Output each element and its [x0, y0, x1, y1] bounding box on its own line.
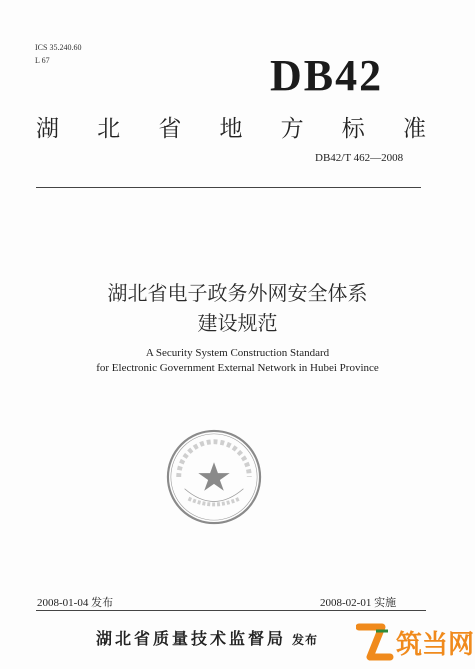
standard-type-char: 北	[97, 116, 121, 142]
standard-type-char: 湖	[36, 116, 59, 142]
standard-type-char: 标	[341, 116, 365, 142]
english-title	[0, 346, 475, 376]
chinese-title-line-2: 建设规范	[197, 311, 278, 335]
implementation-date: 2008-02-01 实施	[320, 597, 397, 609]
publisher-name: 湖北省质量技术监督局	[96, 629, 287, 648]
footer-divider	[36, 610, 426, 611]
header-divider	[36, 187, 421, 188]
standard-type-char: 省	[158, 116, 182, 142]
institute-seal-icon	[165, 428, 263, 526]
publisher	[96, 626, 318, 649]
db-mark: DB42	[270, 51, 384, 100]
issue-date: 2008-01-04 发布	[37, 597, 114, 609]
ccs-code: L 67	[35, 56, 50, 65]
standard-type-title	[36, 110, 426, 143]
chinese-title-line-1: 湖北省电子政务外网安全体系	[107, 281, 368, 305]
zhulong-watermark-logo-icon	[356, 617, 474, 665]
standard-code: DB42/T 462—2008	[315, 152, 404, 164]
standard-type-char: 准	[402, 116, 426, 142]
english-title-line-2: for Electronic Government External Network in Hubei Province	[96, 362, 379, 374]
publish-label: 发布	[292, 633, 319, 647]
ics-code: ICS 35.240.60	[35, 43, 82, 52]
chinese-title	[0, 278, 475, 338]
standard-type-char: 地	[219, 116, 243, 142]
watermark-text: 筑当网	[396, 630, 474, 660]
standard-type-char: 方	[280, 116, 304, 142]
english-title-line-1: A Security System Construction Standard	[145, 347, 330, 359]
